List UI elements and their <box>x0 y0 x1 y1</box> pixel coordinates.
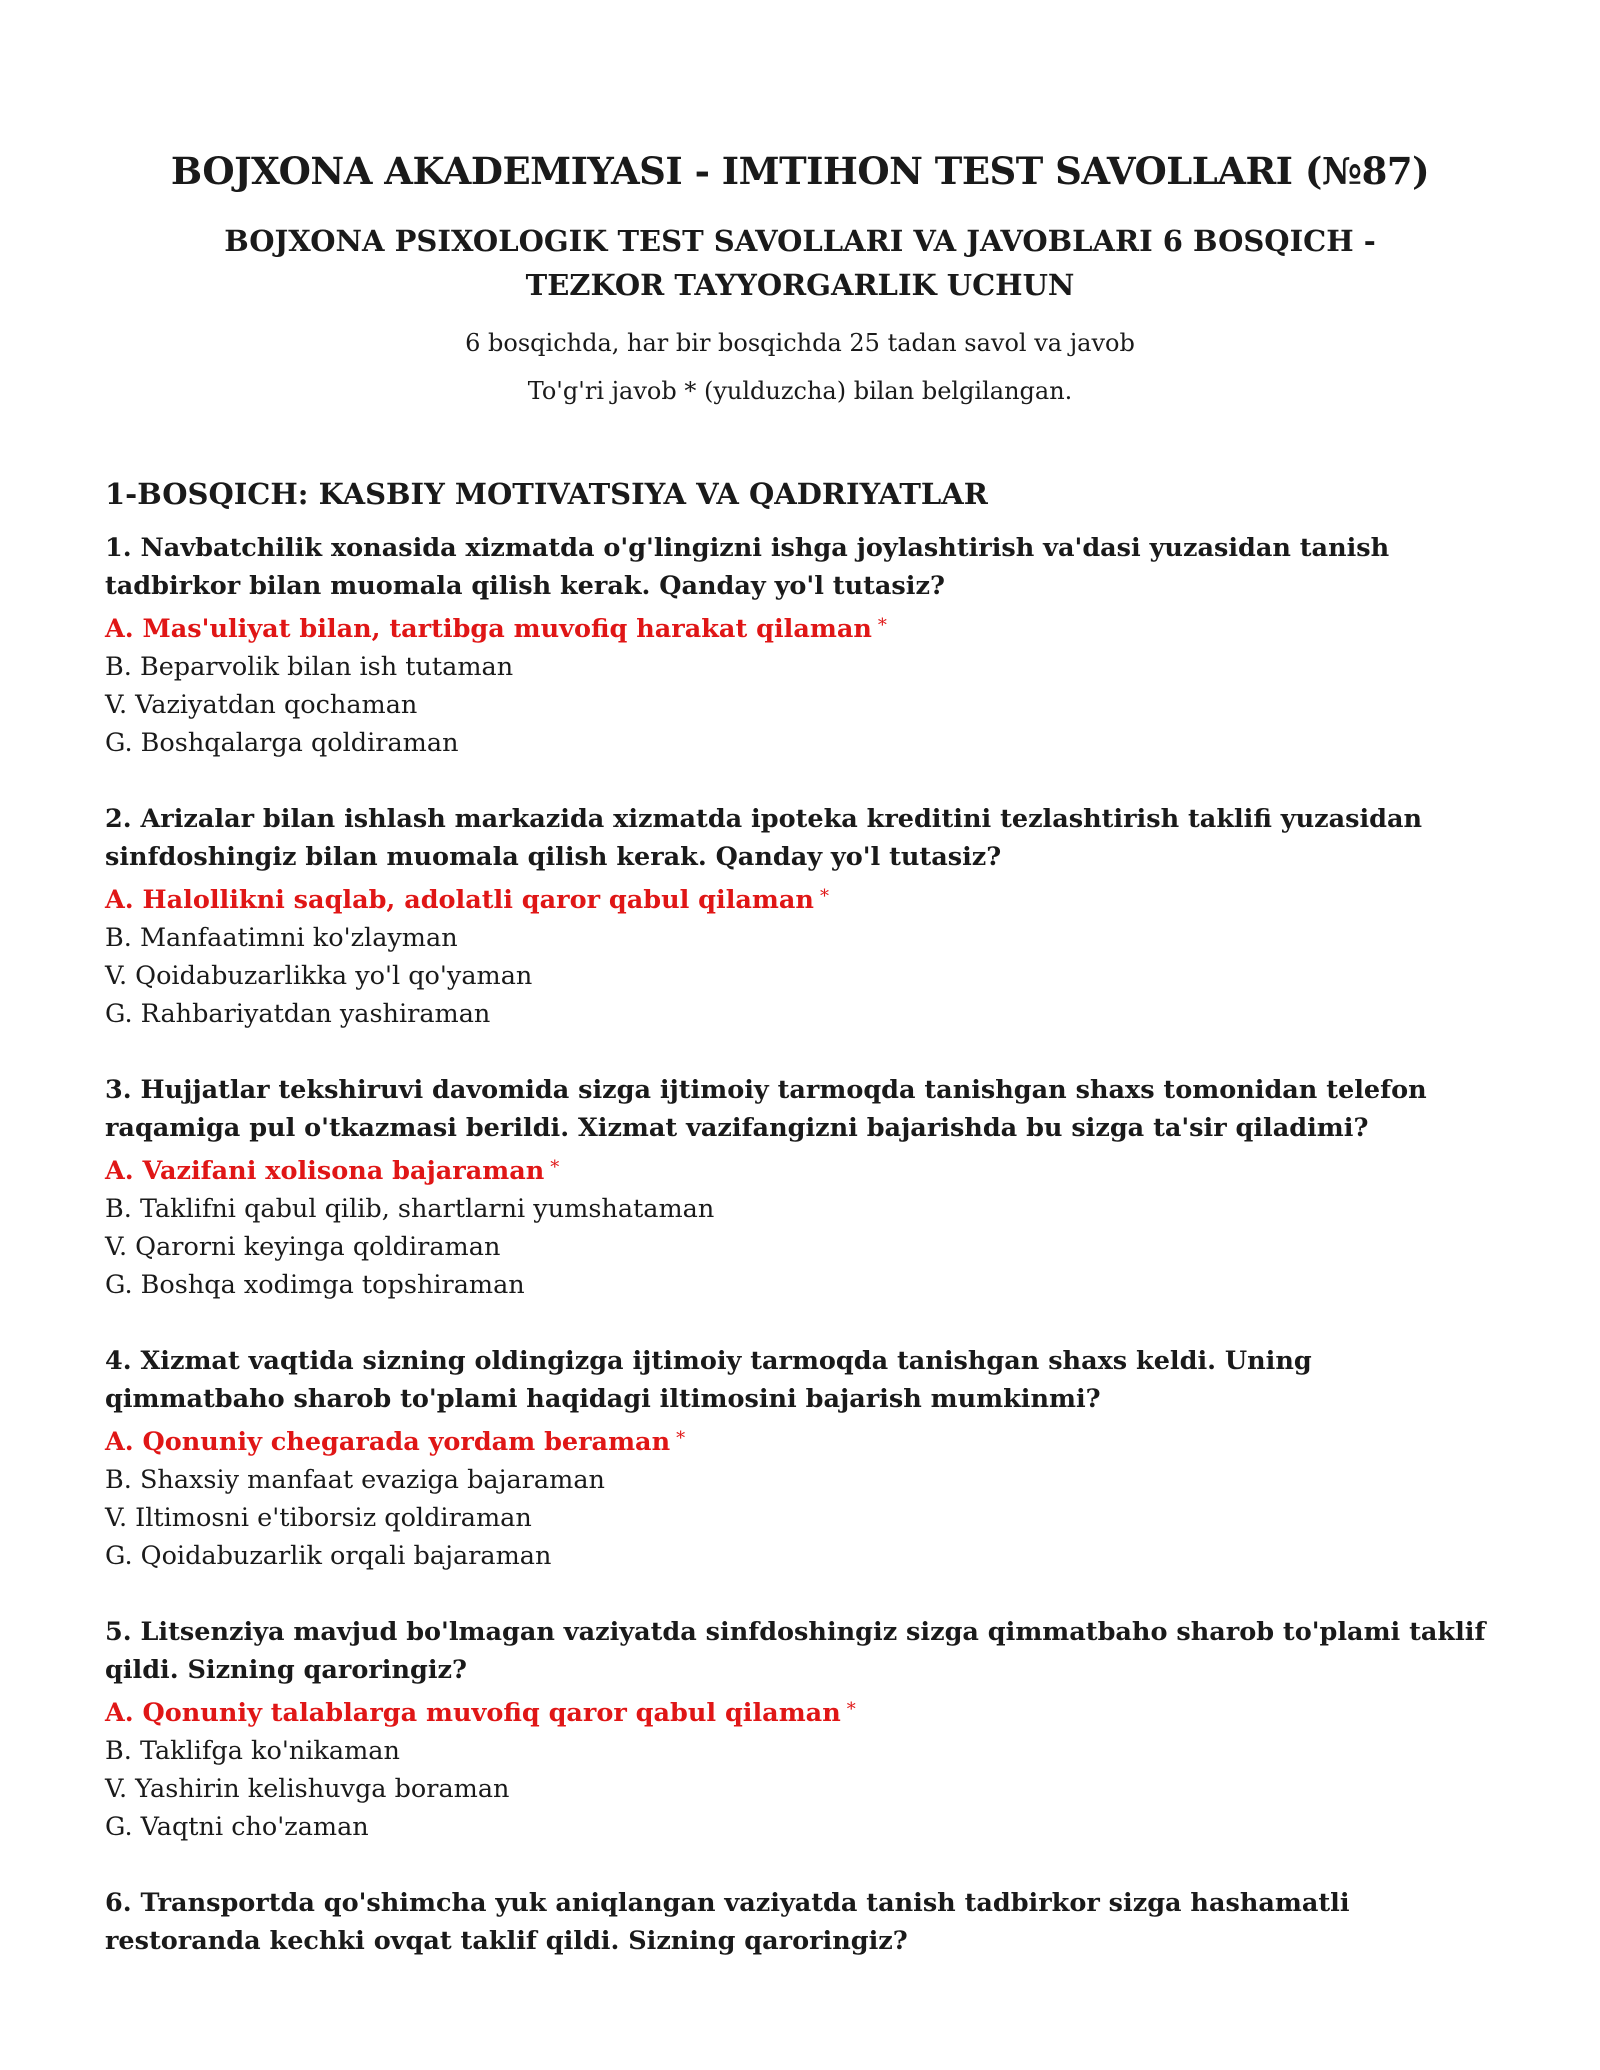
option-v: V. Iltimosni e'tiborsiz qoldiraman <box>105 1503 532 1534</box>
question-1 <box>105 529 1495 762</box>
document-note-1: 6 bosqichda, har bir bosqichda 25 tadan savol va javob <box>465 328 1135 357</box>
option-g: G. Boshqa xodimga topshiraman <box>105 1270 525 1301</box>
document-subtitle: BOJXONA PSIXOLOGIK TEST SAVOLLARI VA JAVOBLARI 6 BOSQICH - TEZKOR TAYYORGARLIK UCHUN <box>224 223 1376 302</box>
option-g: G. Qoidabuzarlik orqali bajaraman <box>105 1541 552 1572</box>
option-g: G. Rahbariyatdan yashiraman <box>105 999 491 1030</box>
option-g: G. Boshqalarga qoldiraman <box>105 728 459 759</box>
option-v: V. Qoidabuzarlikka yo'l qo'yaman <box>105 961 533 992</box>
document-title: BOJXONA AKADEMIYASI - IMTIHON TEST SAVOLLARI (№87) <box>170 149 1430 193</box>
document-note-2: To'g'ri javob * (yulduzcha) bilan belgilangan. <box>527 376 1073 405</box>
correct-option <box>105 1420 1495 1461</box>
correct-option-label: A. Mas'uliyat bilan, tartibga muvofiq harakat qilaman <box>105 614 872 645</box>
option-b: B. Manfaatimni ko'zlayman <box>105 923 458 954</box>
correct-marker: * <box>676 1428 686 1450</box>
correct-option-label: A. Qonuniy talablarga muvofiq qaror qabul qilaman <box>105 1698 841 1729</box>
correct-option <box>105 1149 1495 1190</box>
question-text: 3. Hujjatlar tekshiruvi davomida sizga ijtimoiy tarmoqda tanishgan shaxs tomonidan telefon raqamiga pul o'tkazmasi berildi. Xizmat vazifangizni bajarishda bu sizga ta'sir qiladimi? <box>105 1075 1427 1144</box>
question-6 <box>105 1884 1495 1960</box>
question-3 <box>105 1071 1495 1304</box>
correct-marker: * <box>550 1157 560 1179</box>
correct-option <box>105 1691 1495 1732</box>
question-2 <box>105 800 1495 1033</box>
option-b: B. Taklifga ko'nikaman <box>105 1736 400 1767</box>
correct-option-label: A. Vazifani xolisona bajaraman <box>105 1156 545 1187</box>
option-g: G. Vaqtni cho'zaman <box>105 1812 369 1843</box>
option-v: V. Yashirin kelishuvga boraman <box>105 1774 510 1805</box>
correct-option-label: A. Qonuniy chegarada yordam beraman <box>105 1427 671 1458</box>
question-text: 4. Xizmat vaqtida sizning oldingizga ijtimoiy tarmoqda tanishgan shaxs keldi. Uning qimmatbaho sharob to'plami haqidagi iltimosini bajarish mumkinmi? <box>105 1346 1312 1415</box>
correct-marker: * <box>877 615 887 637</box>
question-5 <box>105 1613 1495 1846</box>
option-b: B. Taklifni qabul qilib, shartlarni yumshataman <box>105 1194 715 1225</box>
correct-marker: * <box>819 886 829 908</box>
question-text: 6. Transportda qo'shimcha yuk aniqlangan vaziyatda tanish tadbirkor sizga hashamatli restoranda kechki ovqat taklif qildi. Sizning qaroringiz? <box>105 1888 1350 1957</box>
question-text: 2. Arizalar bilan ishlash markazida xizmatda ipoteka kreditini tezlashtirish taklifi yuzasidan sinfdoshingiz bilan muomala qilish kerak. Qanday yo'l tutasiz? <box>105 804 1423 873</box>
correct-marker: * <box>846 1699 856 1721</box>
correct-option <box>105 878 1495 919</box>
option-b: B. Beparvolik bilan ish tutaman <box>105 652 514 683</box>
question-text: 1. Navbatchilik xonasida xizmatda o'g'lingizni ishga joylashtirish va'dasi yuzasidan tanish tadbirkor bilan muomala qilish kerak. Qanday yo'l tutasiz? <box>105 533 1390 602</box>
correct-option-label: A. Halollikni saqlab, adolatli qaror qabul qilaman <box>105 885 814 916</box>
option-b: B. Shaxsiy manfaat evaziga bajaraman <box>105 1465 605 1496</box>
option-v: V. Vaziyatdan qochaman <box>105 690 418 721</box>
correct-option <box>105 607 1495 648</box>
question-4 <box>105 1342 1495 1575</box>
question-text: 5. Litsenziya mavjud bo'lmagan vaziyatda sinfdoshingiz sizga qimmatbaho sharob to'plami taklif qildi. Sizning qaroringiz? <box>105 1617 1486 1686</box>
section-title: 1-BOSQICH: KASBIY MOTIVATSIYA VA QADRIYATLAR <box>105 476 988 511</box>
option-v: V. Qarorni keyinga qoldiraman <box>105 1232 501 1263</box>
